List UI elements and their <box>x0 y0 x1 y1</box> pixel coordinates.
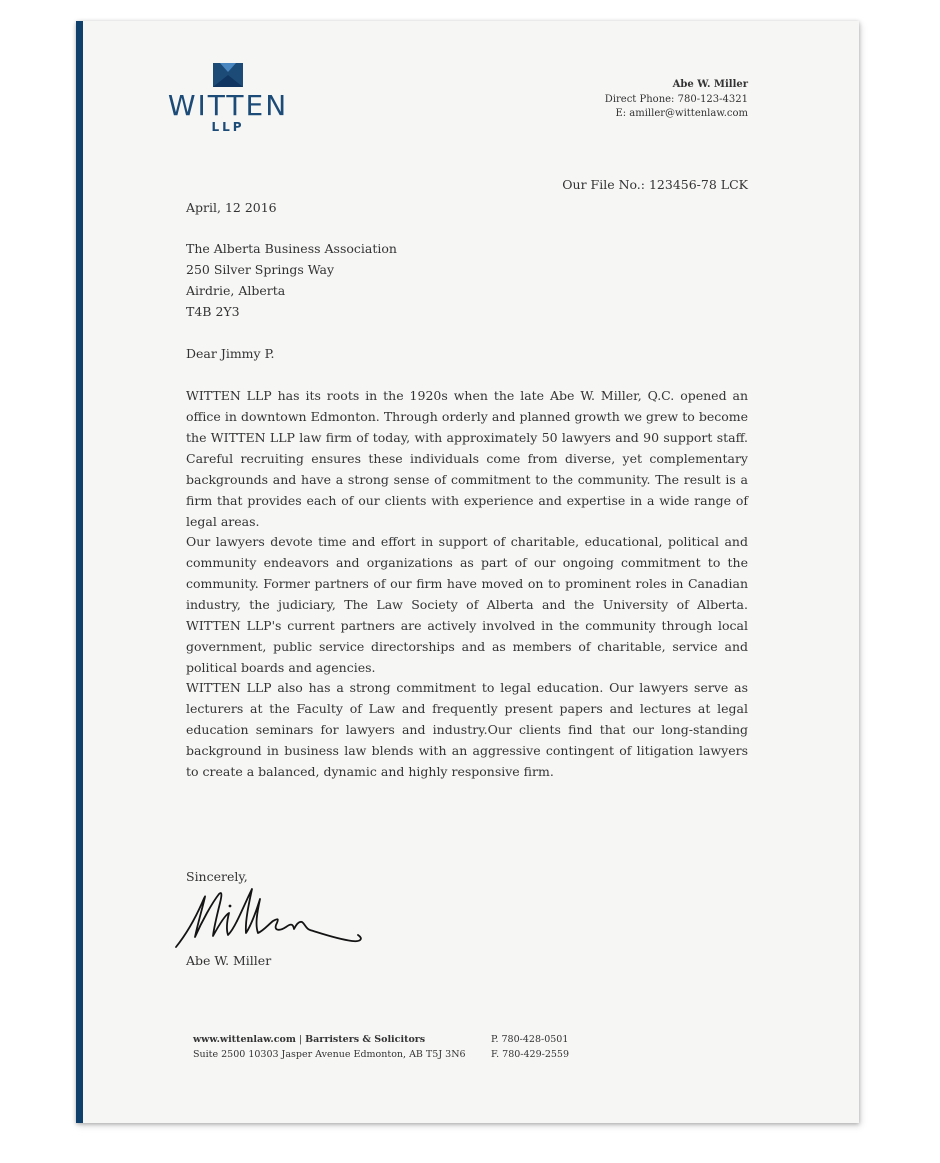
page-accent-bar <box>76 21 83 1123</box>
body-paragraph: WITTEN LLP has its roots in the 1920s when the late Abe W. Miller, Q.C. opened an office in downtown Edmonton. Through orderly and planned growth we grew to become the WITTEN LLP law firm of today, with approximately 50 lawyers and 90 support staff. Careful recruiting ensures these individuals come from diverse, yet complementary backgrounds and have a strong sense of commitment to the community. The result is a firm that provides each of our clients with experience and expertise in a wide range of legal areas. <box>186 388 748 529</box>
footer-phone: P. 780-428-0501 <box>491 1034 569 1045</box>
company-logo <box>166 63 290 137</box>
signer-name: Abe W. Miller <box>186 953 272 968</box>
footer-website: www.wittenlaw.com <box>193 1034 296 1045</box>
letter-date: April, 12 2016 <box>186 200 277 215</box>
footer-address: Suite 2500 10303 Jasper Avenue Edmonton, AB T5J 3N6 <box>193 1048 466 1060</box>
file-number: Our File No.: 123456-78 LCK <box>562 177 748 192</box>
body-paragraph: Our lawyers devote time and effort in support of charitable, educational, political and community endeavors and organizations as part of our ongoing commitment to the community. Former partners of our firm have moved on to prominent roles in Canadian industry, the judiciary, The Law Society of Alberta and the University of Alberta. WITTEN LLP's current partners are actively involved in the community through local government, public service directorships and as members of charitable, service and political boards and agencies. <box>186 534 748 675</box>
sender-name: Abe W. Miller <box>672 79 748 90</box>
logo-mark-icon <box>213 63 243 87</box>
logo-wordmark: WITTEN <box>167 89 289 122</box>
letterhead-page <box>76 21 859 1123</box>
sender-phone: Direct Phone: 780-123-4321 <box>604 93 748 105</box>
sender-block <box>605 78 748 122</box>
footer-fax: F. 780-429-2559 <box>491 1048 570 1060</box>
sender-email: E: amiller@wittenlaw.com <box>615 108 748 119</box>
footer-tagline: Barristers & Solicitors <box>305 1034 426 1045</box>
recipient-line: The Alberta Business Association <box>186 241 397 256</box>
recipient-line: Airdrie, Alberta <box>186 283 286 298</box>
footer-separator: | <box>295 1034 306 1045</box>
salutation: Dear Jimmy P. <box>186 346 275 361</box>
footer-numbers <box>491 1033 569 1062</box>
handwritten-signature <box>172 881 372 953</box>
footer-contact <box>193 1033 466 1062</box>
recipient-line: T4B 2Y3 <box>186 304 240 319</box>
logo-subtext: LLP <box>211 120 245 134</box>
recipient-address <box>186 238 748 322</box>
closing: Sincerely, <box>186 869 248 884</box>
body-paragraph: WITTEN LLP also has a strong commitment to legal education. Our lawyers serve as lecturers at the Faculty of Law and frequently present papers and lectures at legal education seminars for lawyers and industry.Our clients find that our long-standing background in business law blends with an aggressive contingent of litigation lawyers to create a balanced, dynamic and highly responsive firm. <box>186 680 748 779</box>
recipient-line: 250 Silver Springs Way <box>186 262 335 277</box>
